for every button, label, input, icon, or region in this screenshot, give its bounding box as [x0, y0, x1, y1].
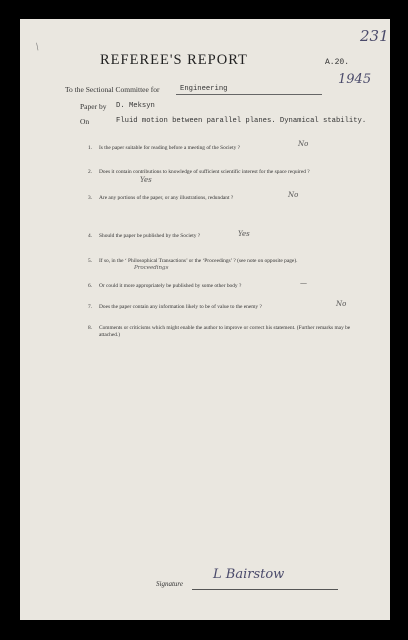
paper-label: Paper by — [80, 102, 107, 111]
question-number: 2. — [88, 169, 93, 175]
signature: L Bairstow — [213, 567, 285, 582]
question-text: Are any portions of the paper, or any illustrations, redundant ? — [99, 195, 234, 201]
question-number: 8. — [88, 325, 93, 331]
committee-underline — [176, 94, 322, 95]
referee-report-sheet — [20, 19, 390, 620]
year-annotation: 1945 — [338, 72, 372, 87]
answer-2: Yes — [140, 176, 152, 184]
committee-value: Engineering — [180, 85, 228, 93]
question-text: Does the paper contain any information likely to be of value to the enemy ? — [99, 304, 262, 310]
question-text: If so, in the ‘ Philosophical Transactions’ or the ‘Proceedings’ ? (see note on opposite page). — [99, 258, 298, 264]
paper-author: D. Meksyn — [116, 102, 155, 110]
question-text: Comments or criticisms which might enable the author to improve or correct his statement. (Further remarks may be attached.) — [99, 325, 351, 338]
signature-label: Signature — [156, 580, 183, 588]
question-number: 5. — [88, 258, 93, 264]
question-number: 3. — [88, 195, 93, 201]
question-number: 7. — [88, 304, 93, 310]
question-number: 1. — [88, 145, 93, 151]
question-text: Does it contain contributions to knowledge of sufficient scientific interest for the space required ? — [99, 169, 310, 175]
reference-code: A.20. — [325, 58, 350, 67]
answer-6: — — [300, 279, 307, 287]
signature-line — [192, 589, 338, 590]
question-number: 6. — [88, 283, 93, 289]
answer-4: Yes — [238, 230, 250, 238]
page-title: REFEREE'S REPORT — [100, 52, 248, 68]
committee-label: To the Sectional Committee for — [65, 85, 160, 94]
answer-3: No — [288, 191, 299, 199]
answer-7: No — [336, 300, 347, 308]
page-number: 231 — [360, 27, 389, 45]
answer-5: Proceedings — [134, 265, 169, 271]
question-number: 4. — [88, 233, 93, 239]
question-text: Should the paper be published by the Society ? — [99, 233, 201, 239]
question-text: Is the paper suitable for reading before a meeting of the Society ? — [99, 145, 240, 151]
pencil-mark-icon: / — [33, 41, 42, 53]
on-value: Fluid motion between parallel planes. Dynamical stability. — [116, 117, 367, 125]
on-label: On — [80, 117, 90, 126]
question-text: Or could it more appropriately be published by some other body ? — [99, 283, 242, 289]
answer-1: No — [298, 140, 309, 148]
